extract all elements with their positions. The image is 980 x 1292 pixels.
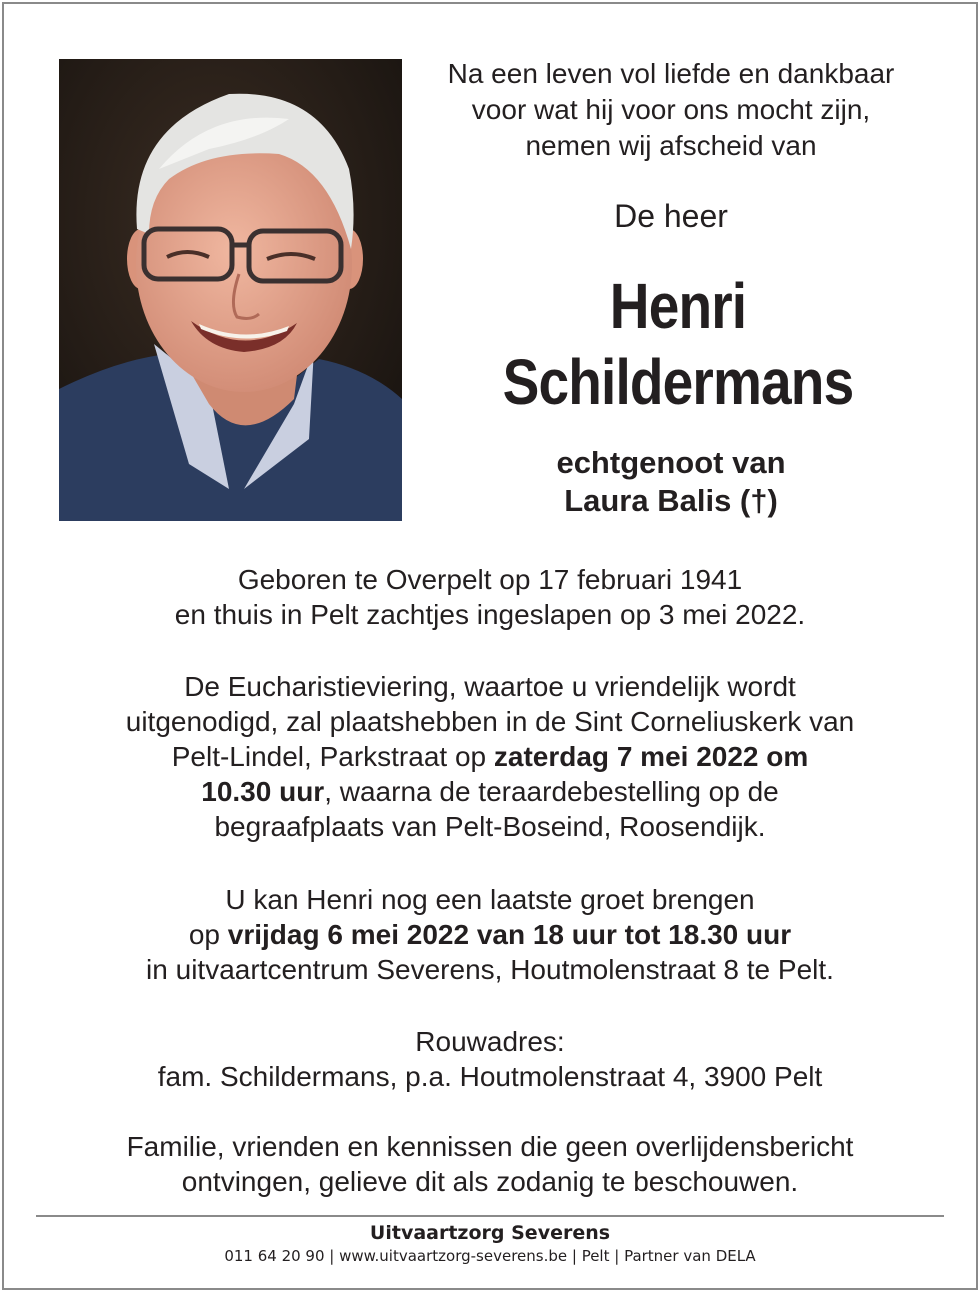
ceremony-line [40, 739, 940, 774]
closing-line: ontvingen, gelieve dit als zodanig te beschouwen. [181, 1166, 799, 1197]
ceremony-text: Pelt-Lindel, Parkstraat op [171, 741, 494, 772]
ceremony-line: De Eucharistieviering, waartoe u vriendelijk wordt [184, 671, 796, 702]
intro-line: Na een leven vol liefde en dankbaar [447, 58, 895, 89]
ceremony-line: uitgenodigd, zal plaatshebben in de Sint Corneliuskerk van [125, 706, 855, 737]
birth-death-paragraph [40, 562, 940, 632]
funeral-home-name: Uitvaartzorg Severens [369, 1222, 611, 1244]
ceremony-date: zaterdag 7 mei 2022 om [493, 741, 809, 772]
intro-text [405, 56, 937, 164]
intro-line: nemen wij afscheid van [525, 130, 817, 161]
deceased-name [443, 268, 913, 420]
ceremony-text: , waarna de teraardebestelling op de [324, 776, 779, 807]
death-line: en thuis in Pelt zachtjes ingeslapen op 3 mei 2022. [174, 599, 806, 630]
spouse-relation: echtgenoot van [556, 445, 786, 480]
last-name: Schildermans [502, 346, 854, 418]
intro-line: voor wat hij voor ons mocht zijn, [471, 94, 871, 125]
funeral-home-contact: 011 64 20 90 | www.uitvaartzorg-severens.be | Pelt | Partner van DELA [224, 1247, 756, 1265]
closing-line: Familie, vrienden en kennissen die geen overlijdensbericht [126, 1131, 854, 1162]
closing-paragraph [40, 1129, 940, 1199]
footer-divider [36, 1215, 944, 1217]
visitation-datetime: vrijdag 6 mei 2022 van 18 uur tot 18.30 uur [227, 919, 792, 950]
visitation-line: in uitvaartcentrum Severens, Houtmolenstraat 8 te Pelt. [146, 954, 834, 985]
address-label: Rouwadres: [415, 1026, 565, 1057]
spouse-name: Laura Balis (†) [564, 483, 778, 518]
visitation-paragraph [40, 882, 940, 987]
address-value: fam. Schildermans, p.a. Houtmolenstraat 4, 3900 Pelt [157, 1061, 823, 1092]
birth-line: Geboren te Overpelt op 17 februari 1941 [237, 564, 743, 595]
visitation-text: op [188, 919, 228, 950]
ceremony-time: 10.30 uur [201, 776, 325, 807]
ceremony-line [40, 774, 940, 809]
first-name: Henri [609, 270, 747, 342]
portrait-photo [59, 59, 402, 521]
visitation-line: U kan Henri nog een laatste groet brengen [225, 884, 755, 915]
ceremony-line: begraafplaats van Pelt-Boseind, Roosendijk. [214, 811, 766, 842]
ceremony-paragraph [40, 669, 940, 844]
visitation-line [40, 917, 940, 952]
honorific: De heer [614, 198, 728, 234]
mourning-address [40, 1024, 940, 1094]
spouse-info [405, 444, 937, 520]
